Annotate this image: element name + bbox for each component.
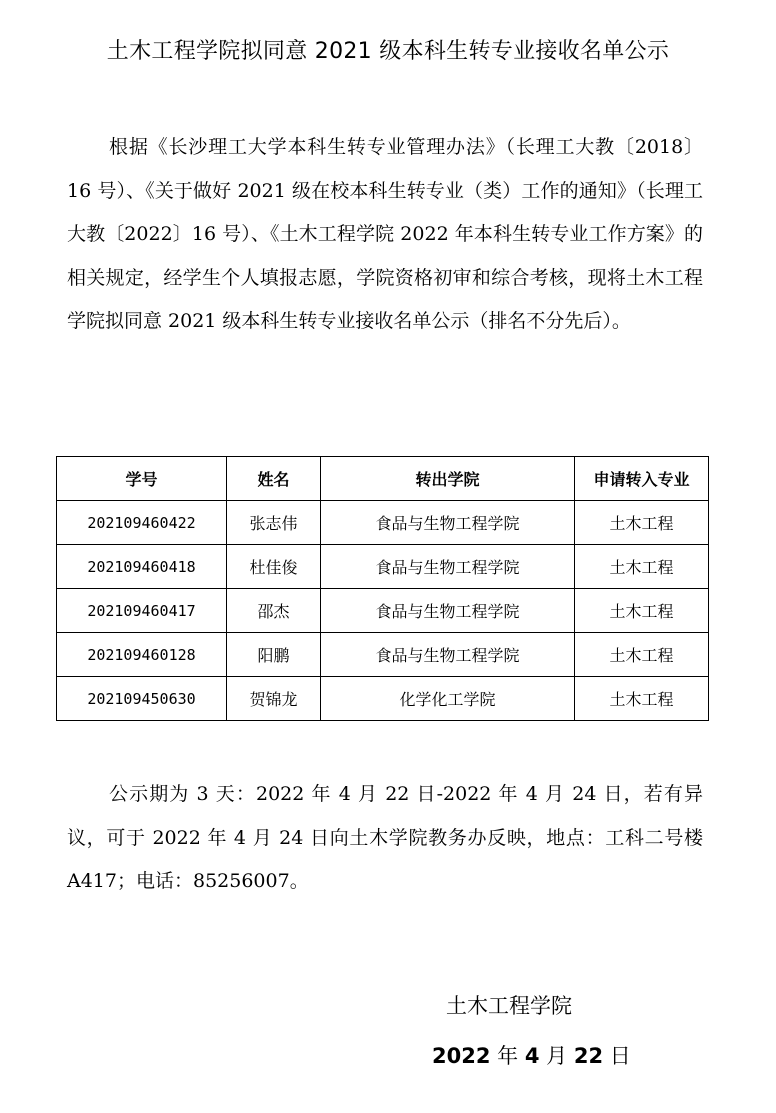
cell-from-college: 化学化工学院 — [321, 677, 575, 721]
date-year-unit: 年 — [497, 1044, 519, 1068]
cell-target-major: 土木工程 — [575, 677, 709, 721]
cell-student-id: 202109460422 — [57, 501, 227, 545]
transfer-list-table — [56, 456, 709, 721]
cell-from-college: 食品与生物工程学院 — [321, 501, 575, 545]
table-row — [57, 589, 709, 633]
transfer-list-table-container — [56, 456, 708, 721]
table-row — [57, 677, 709, 721]
intro-paragraph: 根据《长沙理工大学本科生转专业管理办法》（长理工大教〔2018〕16 号）、《关于做好 2021 级在校本科生转专业（类）工作的通知》（长理工大教〔2022〕16 号）、《土木工程学院 2022 年本科生转专业工作方案》的相关规定，经学生个人填报志愿，学院资格初审和综合考核，现将土木工程学院拟同意 2021 级本科生转专业接收名单公示（排名不分先后）。 — [67, 136, 703, 332]
cell-target-major: 土木工程 — [575, 589, 709, 633]
cell-student-id: 202109460418 — [57, 545, 227, 589]
cell-name: 张志伟 — [227, 501, 321, 545]
cell-student-id: 202109460128 — [57, 633, 227, 677]
date-month: 4 — [524, 1044, 540, 1068]
cell-student-id: 202109460417 — [57, 589, 227, 633]
table-row — [57, 501, 709, 545]
header-target-major: 申请转入专业 — [575, 457, 709, 501]
cell-target-major: 土木工程 — [575, 545, 709, 589]
signature-date — [432, 1040, 631, 1072]
header-student-id: 学号 — [57, 457, 227, 501]
cell-from-college: 食品与生物工程学院 — [321, 589, 575, 633]
cell-student-id: 202109450630 — [57, 677, 227, 721]
cell-name: 阳鹏 — [227, 633, 321, 677]
date-year: 2022 — [432, 1044, 491, 1068]
cell-name: 杜佳俊 — [227, 545, 321, 589]
cell-name: 邵杰 — [227, 589, 321, 633]
cell-target-major: 土木工程 — [575, 501, 709, 545]
cell-from-college: 食品与生物工程学院 — [321, 545, 575, 589]
header-from-college: 转出学院 — [321, 457, 575, 501]
table-row — [57, 545, 709, 589]
notice-paragraph: 公示期为 3 天：2022 年 4 月 22 日-2022 年 4 月 24 日，若有异议，可于 2022 年 4 月 24 日向土木学院教务办反映，地点：工科二号楼 A417；电话：85256007。 — [67, 783, 703, 892]
header-name: 姓名 — [227, 457, 321, 501]
cell-target-major: 土木工程 — [575, 633, 709, 677]
date-month-unit: 月 — [546, 1044, 568, 1068]
table-row — [57, 633, 709, 677]
table-header-row — [57, 457, 709, 501]
cell-name: 贺锦龙 — [227, 677, 321, 721]
signature-organization: 土木工程学院 — [446, 994, 572, 1018]
date-day-unit: 日 — [609, 1044, 631, 1068]
cell-from-college: 食品与生物工程学院 — [321, 633, 575, 677]
document-title: 土木工程学院拟同意 2021 级本科生转专业接收名单公示 — [106, 39, 670, 64]
date-day: 22 — [573, 1044, 604, 1068]
